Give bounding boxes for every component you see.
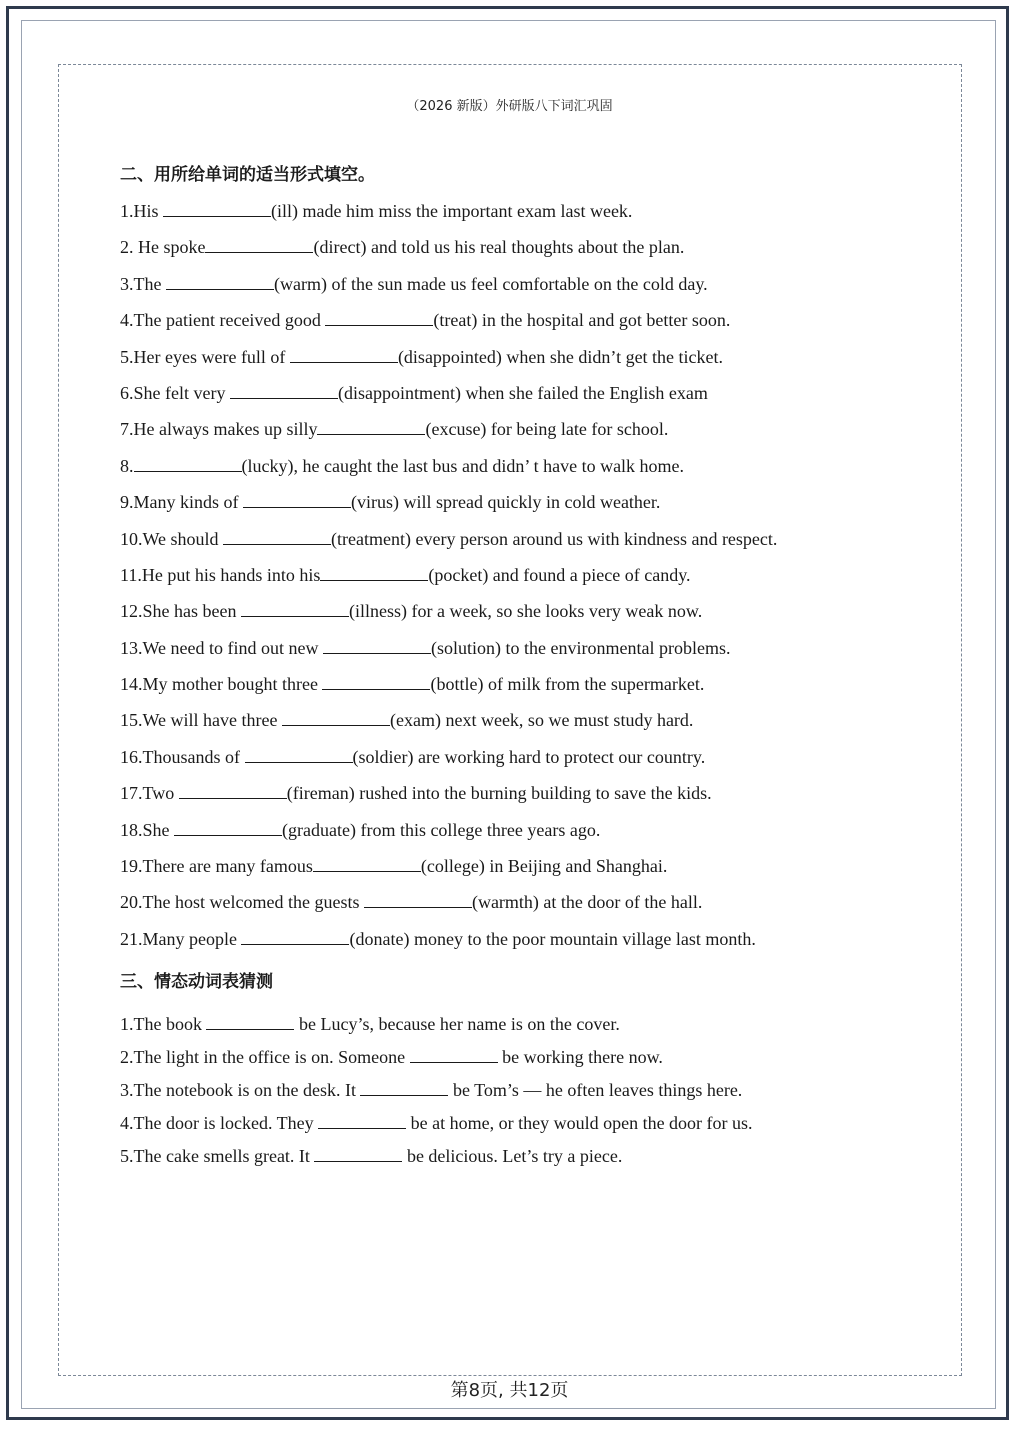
question-text-before: 3.The [120, 273, 166, 294]
question-text-before: 18.She [120, 819, 174, 840]
question-item [120, 673, 900, 709]
question-text-before: 20.The host welcomed the guests [120, 892, 364, 913]
question-item [120, 1079, 900, 1112]
answer-blank[interactable] [174, 819, 282, 836]
question-text-after: (bottle) of milk from the supermarket. [430, 674, 705, 695]
answer-blank[interactable] [243, 491, 351, 508]
answer-blank[interactable] [241, 928, 349, 945]
answer-blank[interactable] [323, 637, 431, 654]
answer-blank[interactable] [314, 1145, 402, 1162]
answer-blank[interactable] [322, 673, 430, 690]
question-text-before: 21.Many people [120, 928, 242, 949]
question-text-after: (warmth) at the door of the hall. [471, 892, 703, 913]
answer-blank[interactable] [364, 891, 472, 908]
question-text-before: 5.Her eyes were full of [120, 346, 290, 367]
question-item [120, 236, 900, 272]
answer-blank[interactable] [313, 855, 421, 872]
question-text-after: (donate) money to the poor mountain village last month. [349, 928, 756, 949]
answer-blank[interactable] [360, 1079, 448, 1096]
question-text-after: (college) in Beijing and Shanghai. [420, 856, 668, 877]
question-item [120, 382, 900, 418]
question-text-before: 10.We should [120, 528, 224, 549]
question-text-after: (treatment) every person around us with kindness and respect. [331, 528, 778, 549]
answer-blank[interactable] [282, 709, 390, 726]
question-text-before: 1.The book [120, 1014, 207, 1034]
question-text-after: (treat) in the hospital and got better soon. [433, 310, 731, 331]
question-item [120, 1145, 900, 1178]
question-item [120, 455, 900, 491]
question-item [120, 709, 900, 745]
answer-blank[interactable] [325, 309, 433, 326]
answer-blank[interactable] [134, 455, 242, 472]
question-text-before: 7.He always makes up silly [120, 419, 318, 440]
question-text-after: (disappointment) when she failed the English exam [337, 382, 708, 403]
question-text-before: 12.She has been [120, 601, 241, 622]
question-text-after: (direct) and told us his real thoughts about the plan. [313, 237, 685, 258]
question-text-after: (lucky), he caught the last bus and didn’ t have to walk home. [241, 455, 685, 476]
question-item [120, 491, 900, 527]
question-text-before: 6.She felt very [120, 382, 230, 403]
question-item [120, 528, 900, 564]
section-2-question-list [120, 200, 900, 964]
answer-blank[interactable] [245, 746, 353, 763]
question-text-before: 17.Two [120, 783, 179, 804]
question-item [120, 600, 900, 636]
question-text-after: (virus) will spread quickly in cold weather. [351, 492, 661, 513]
question-text-after: be Lucy’s, because her name is on the cover. [294, 1014, 620, 1034]
question-text-after: (solution) to the environmental problems. [431, 637, 731, 658]
question-text-before: 15.We will have three [120, 710, 282, 731]
question-item [120, 200, 900, 236]
answer-blank[interactable] [241, 600, 349, 617]
answer-blank[interactable] [205, 236, 313, 253]
question-text-before: 2.The light in the office is on. Someone [120, 1047, 410, 1067]
question-text-after: be at home, or they would open the door for us. [406, 1113, 753, 1133]
question-item [120, 346, 900, 382]
question-text-before: 16.Thousands of [120, 746, 245, 767]
answer-blank[interactable] [179, 782, 287, 799]
question-item [120, 819, 900, 855]
question-text-before: 19.There are many famous [120, 856, 313, 877]
question-text-after: (exam) next week, so we must study hard. [390, 710, 694, 731]
question-text-before: 2. He spoke [120, 237, 206, 258]
answer-blank[interactable] [223, 528, 331, 545]
answer-blank[interactable] [166, 273, 274, 290]
question-text-after: (excuse) for being late for school. [425, 419, 669, 440]
question-item [120, 1013, 900, 1046]
question-item [120, 746, 900, 782]
question-item [120, 1112, 900, 1145]
answer-blank[interactable] [230, 382, 338, 399]
question-item [120, 891, 900, 927]
question-text-after: (warm) of the sun made us feel comfortable on the cold day. [273, 273, 708, 294]
question-text-before: 11.He put his hands into his [120, 564, 321, 585]
answer-blank[interactable] [206, 1013, 294, 1030]
page-header: （2026 新版）外研版八下词汇巩固 [406, 99, 613, 114]
question-text-before: 1.His [120, 201, 164, 221]
question-item [120, 928, 900, 964]
question-text-before: 14.My mother bought three [120, 674, 323, 695]
question-text-after: be working there now. [497, 1047, 663, 1067]
question-text-before: 4.The door is locked. They [120, 1113, 319, 1133]
answer-blank[interactable] [320, 564, 428, 581]
answer-blank[interactable] [317, 418, 425, 435]
question-item [120, 273, 900, 309]
question-text-after: (illness) for a week, so she looks very weak now. [348, 601, 703, 622]
question-item [120, 418, 900, 454]
answer-blank[interactable] [163, 200, 271, 217]
question-text-before: 13.We need to find out new [120, 637, 324, 658]
question-text-before: 8. [120, 455, 134, 476]
question-item [120, 782, 900, 818]
answer-blank[interactable] [290, 346, 398, 363]
question-item [120, 564, 900, 600]
section-2-title: 二、用所给单词的适当形式填空。 [120, 165, 375, 185]
question-item [120, 855, 900, 891]
question-text-after: (disappointed) when she didn’t get the ticket. [397, 346, 724, 367]
page-number: 第8页, 共12页 [450, 1380, 569, 1401]
question-text-before: 3.The notebook is on the desk. It [120, 1080, 361, 1100]
question-item [120, 637, 900, 673]
section-3-title: 三、情态动词表猜测 [120, 972, 273, 992]
question-text-after: be delicious. Let’s try a piece. [402, 1146, 623, 1166]
answer-blank[interactable] [318, 1112, 406, 1129]
question-text-after: (fireman) rushed into the burning building to save the kids. [286, 783, 712, 804]
question-text-after: (ill) made him miss the important exam last week. [271, 201, 633, 221]
question-text-before: 9.Many kinds of [120, 492, 243, 513]
question-text-after: (graduate) from this college three years ago. [282, 819, 601, 840]
section-3-question-list [120, 1013, 900, 1178]
question-item [120, 309, 900, 345]
question-text-before: 4.The patient received good [120, 310, 326, 331]
question-item [120, 1046, 900, 1079]
question-text-after: be Tom’s — he often leaves things here. [448, 1080, 743, 1100]
question-text-after: (pocket) and found a piece of candy. [428, 564, 691, 585]
question-text-after: (soldier) are working hard to protect our country. [352, 746, 706, 767]
answer-blank[interactable] [410, 1046, 498, 1063]
question-text-before: 5.The cake smells great. It [120, 1146, 315, 1166]
